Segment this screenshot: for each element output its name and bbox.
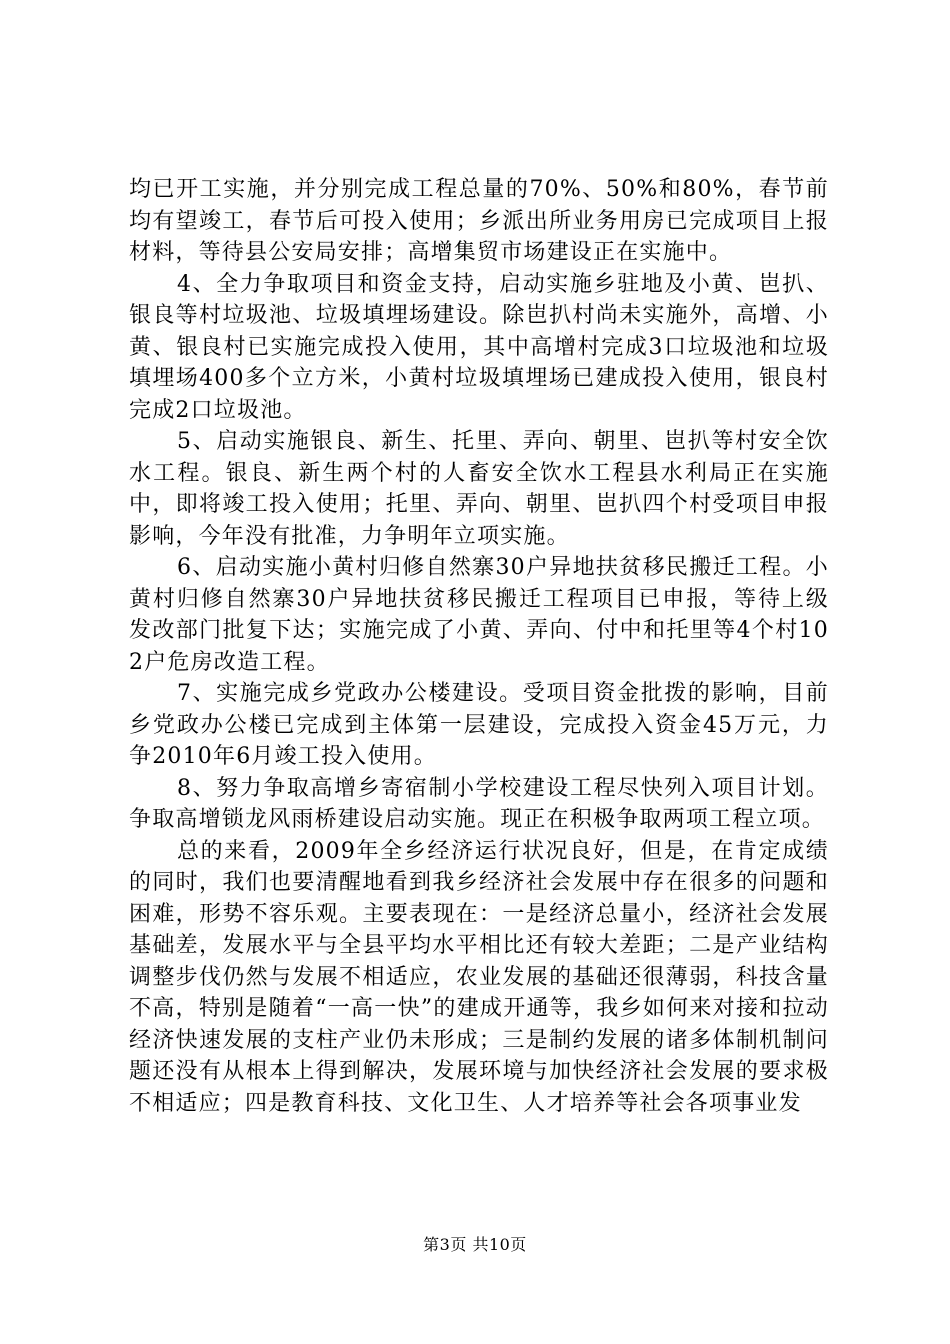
document-body: [129, 174, 829, 1119]
paragraph-item-7: 7、实施完成乡党政办公楼建设。受项目资金批拨的影响，目前乡党政办公楼已完成到主体第一层建设，完成投入资金45万元，力争2010年6月竣工投入使用。: [129, 681, 829, 769]
paragraph-item-4: 4、全力争取项目和资金支持，启动实施乡驻地及小黄、岜扒、银良等村垃圾池、垃圾填埋场建设。除岜扒村尚未实施外，高增、小黄、银良村已实施完成投入使用，其中高增村完成3口垃圾池和垃圾填埋场400多个立方米，小黄村垃圾填埋场已建成投入使用，银良村完成2口垃圾池。: [129, 271, 829, 423]
paragraph-item-6: 6、启动实施小黄村归修自然寨30户异地扶贫移民搬迁工程。小黄村归修自然寨30户异地扶贫移民搬迁工程项目已申报，等待上级发改部门批复下达；实施完成了小黄、弄向、付中和托里等4个村102户危房改造工程。: [129, 555, 829, 675]
paragraph-item-5: 5、启动实施银良、新生、托里、弄向、朝里、岜扒等村安全饮水工程。银良、新生两个村的人畜安全饮水工程县水利局正在实施中，即将竣工投入使用；托里、弄向、朝里、岜扒四个村受项目申报影响，今年没有批准，力争明年立项实施。: [129, 429, 829, 549]
paragraph-item-8: 8、努力争取高增乡寄宿制小学校建设工程尽快列入项目计划。争取高增锁龙风雨桥建设启动实施。现正在积极争取两项工程立项。: [129, 775, 829, 832]
paragraph-summary: 总的来看，2009年全乡经济运行状况良好，但是，在肯定成绩的同时，我们也要清醒地看到我乡经济社会发展中存在很多的问题和困难，形势不容乐观。主要表现在：一是经济总量小，经济社会发展基础差，发展水平与全县平均水平相比还有较大差距；二是产业结构调整步伐仍然与发展不相适应，农业发展的基础还很薄弱，科技含量不高，特别是随着“一高一快”的建成开通等，我乡如何来对接和拉动经济快速发展的支柱产业仍未形成；三是制约发展的诸多体制机制问题还没有从根本上得到解决，发展环境与加快经济社会发展的要求极不相适应；四是教育科技、文化卫生、人才培养等社会各项事业发: [129, 838, 829, 1116]
paragraph-continuation: 均已开工实施，并分别完成工程总量的70%、50%和80%，春节前均有望竣工，春节后可投入使用；乡派出所业务用房已完成项目上报材料，等待县公安局安排；高增集贸市场建设正在实施中。: [129, 177, 829, 265]
page-number-footer: 第3页 共10页: [423, 1235, 527, 1254]
